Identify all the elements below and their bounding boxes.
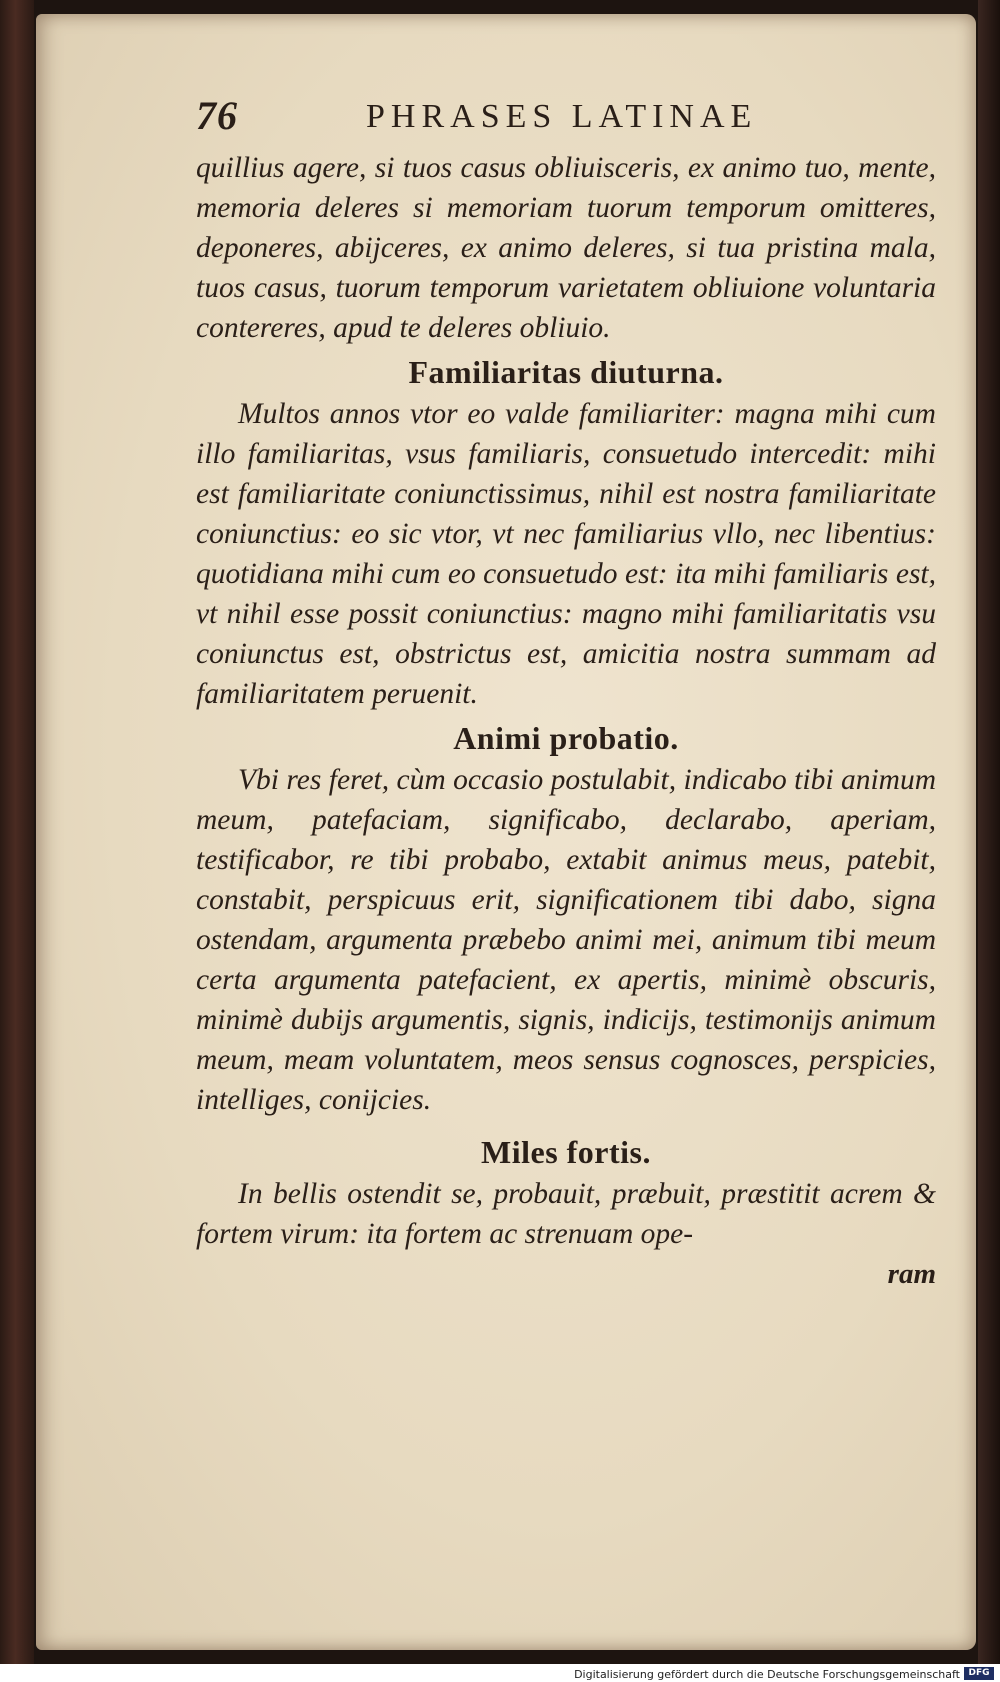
book-binding bbox=[0, 0, 34, 1664]
paragraph-miles-fortis: In bellis ostendit se, probauit, præbuit, præstitit acrem & fortem virum: ita fortem ac strenuam ope- bbox=[196, 1178, 936, 1250]
section-heading-animi-probatio: Animi probatio. bbox=[453, 720, 679, 756]
page-edge bbox=[978, 0, 1000, 1664]
paragraph-continuation: quillius agere, si tuos casus obliuisceris, ex animo tuo, mente, memoria deleres si memoriam tuorum temporum omitteres, deponeres, abijceres, ex animo deleres, si tua pristina mala, tuos casus, tuorum temporum varietatem obliuione voluntaria contereres, apud te deleres obliuio. bbox=[196, 152, 936, 344]
running-head bbox=[196, 92, 936, 148]
section-heading-familiaritas: Familiaritas diuturna. bbox=[408, 354, 724, 390]
book-page bbox=[36, 14, 976, 1650]
digitization-credit: Digitalisierung gefördert durch die Deutsche Forschungsgemeinschaft bbox=[574, 1668, 960, 1681]
paragraph-animi-probatio: Vbi res feret, cùm occasio postulabit, indicabo tibi animum meum, patefaciam, significabo, declarabo, aperiam, testificabor, re tibi probabo, extabit animus meus, patebit, constabit, perspicuus erit, significationem tibi dabo, signa ostendam, argumenta præbebo animi mei, animum tibi meum certa argumenta patefacient, ex apertis, minimè obscuris, minimè dubijs argumentis, signis, indicijs, testimonijs animum meum, meam voluntatem, meos sensus cognosces, perspicies, intelliges, conijcies. bbox=[196, 764, 936, 1116]
section-heading-miles-fortis: Miles fortis. bbox=[481, 1134, 651, 1170]
paragraph-familiaritas: Multos annos vtor eo valde familiariter: magna mihi cum illo familiaritas, vsus familiaris, consuetudo intercedit: mihi est familiaritate coniunctissimus, nihil est nostra familiaritate coniunctius: eo sic vtor, vt nec familiarius vllo, nec libentius: quotidiana mihi cum eo consuetudo est: ita mihi familiaris est, vt nihil esse possit coniunctius: magno mihi familiaritatis vsu coniunctus est, obstrictus est, amicitia nostra summam ad familiaritatem peruenit. bbox=[196, 398, 936, 710]
page-content bbox=[196, 92, 936, 1294]
page-number: 76 bbox=[196, 93, 238, 138]
running-title: PHRASES LATINAE bbox=[366, 98, 758, 135]
catchword: ram bbox=[887, 1258, 936, 1290]
dfg-logo-icon: DFG bbox=[964, 1667, 994, 1680]
